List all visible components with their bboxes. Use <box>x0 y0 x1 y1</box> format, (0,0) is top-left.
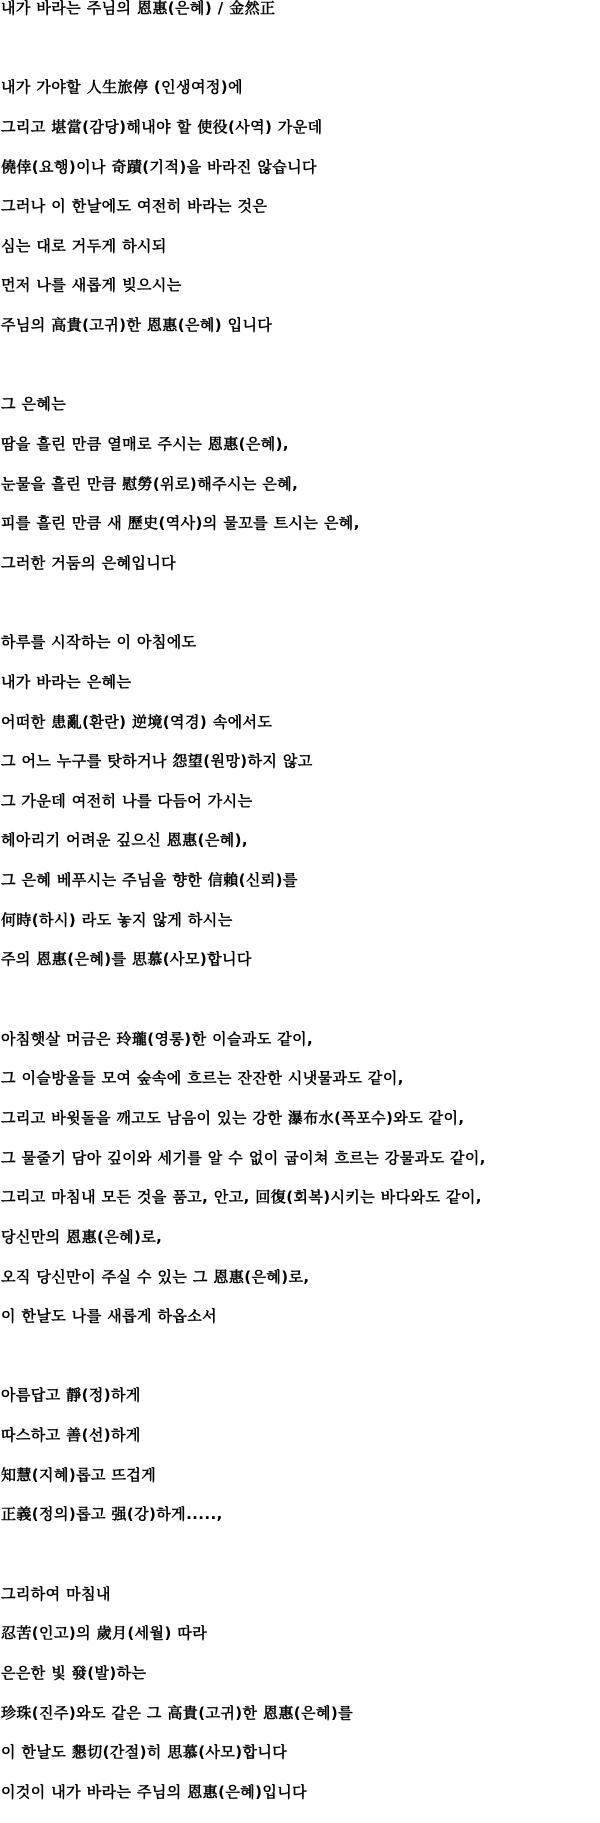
poem-line: 그 은혜 베푸시는 주님을 향한 信賴(신뢰)를 <box>1 871 298 890</box>
poem-line: 이것이 내가 바라는 주님의 恩惠(은혜)입니다 <box>1 1782 308 1801</box>
poem-line: 주님의 高貴(고귀)한 恩惠(은혜) 입니다 <box>1 316 273 335</box>
poem-line: 따스하고 善(선)하게 <box>1 1426 141 1445</box>
poem-line: 正義(정의)롭고 强(강)하게....., <box>1 1505 223 1524</box>
stanza-6 <box>1 1586 600 1823</box>
stanza-break <box>1 40 600 80</box>
poem-line: 이 한날도 나를 새롭게 하옵소서 <box>1 1307 218 1326</box>
poem-line: 그러나 이 한날에도 여전히 바라는 것은 <box>1 197 268 216</box>
poem-line: 눈물을 흘린 만큼 慰勞(위로)해주시는 은혜, <box>1 474 299 493</box>
stanza-2 <box>1 396 600 594</box>
poem-line: 심는 대로 거두게 하시되 <box>1 236 167 255</box>
poem-line: 주의 恩惠(은혜)를 思慕(사모)합니다 <box>1 950 252 969</box>
poem-line: 그 어느 누구를 탓하거나 怨望(원망)하지 않고 <box>1 752 313 771</box>
poem-line: 은은한 빛 發(발)하는 <box>1 1663 147 1682</box>
poem-line: 忍苦(인고)의 歲月(세월) 따라 <box>1 1624 208 1643</box>
poem-line: 그 은혜는 <box>1 395 67 414</box>
stanza-break <box>1 1348 600 1388</box>
stanza-break <box>1 1546 600 1586</box>
poem-line: 何時(하시) 라도 놓지 않게 하시는 <box>1 910 233 929</box>
poem-line: 내가 가야할 人生旅停 (인생여정)에 <box>1 78 243 97</box>
poem-line: 그 이슬방울들 모여 숲속에 흐르는 잔잔한 시냇물과도 같이, <box>1 1069 404 1088</box>
poem-title: 내가 바라는 주님의 恩惠(은혜) / 金然正 <box>1 0 276 17</box>
poem-line: 헤아리기 어려운 깊으신 恩惠(은혜), <box>1 831 248 850</box>
poem-line: 知慧(지혜)롭고 뜨겁게 <box>1 1465 157 1484</box>
poem-line: 그리고 바윗돌을 깨고도 남음이 있는 강한 瀑布水(폭포수)와도 같이, <box>1 1108 465 1127</box>
stanza-break <box>1 991 600 1031</box>
poem-line: 내가 바라는 은혜는 <box>1 672 132 691</box>
stanza-break <box>1 357 600 397</box>
poem-line: 당신만의 恩惠(은혜)로, <box>1 1227 163 1246</box>
poem-line: 먼저 나를 새롭게 빚으시는 <box>1 276 182 295</box>
poem-line: 오직 당신만이 주실 수 있는 그 恩惠(은혜)로, <box>1 1267 310 1286</box>
stanza-4 <box>1 1031 600 1348</box>
poem-line: 어떠한 患亂(환란) 逆境(역경) 속에서도 <box>1 712 273 731</box>
poem-line: 그 물줄기 담아 깊이와 세기를 알 수 없이 굽이쳐 흐르는 강물과도 같이, <box>1 1148 486 1167</box>
poem-line: 피를 흘린 만큼 새 歷史(역사)의 물꼬를 트시는 은혜, <box>1 514 360 533</box>
poem-line: 그리고 堪當(감당)해내야 할 使役(사역) 가운데 <box>1 117 323 136</box>
poem-line: 땀을 흘린 만큼 열매로 주시는 恩惠(은혜), <box>1 435 289 454</box>
poem-line: 하루를 시작하는 이 아침에도 <box>1 633 197 652</box>
poem-line: 그러한 거둠의 은혜입니다 <box>1 553 177 572</box>
poem-line: 珍珠(진주)와도 같은 그 高貴(고귀)한 恩惠(은혜)를 <box>1 1703 353 1722</box>
stanza-3 <box>1 634 600 991</box>
poem-line: 아침햇살 머금은 玲瓏(영롱)한 이슬과도 같이, <box>1 1029 314 1048</box>
poem-line: 그 가운데 여전히 나를 다듬어 가시는 <box>1 791 253 810</box>
poem-line: 그리고 마침내 모든 것을 품고, 안고, 回復(회복)시키는 바다와도 같이, <box>1 1188 482 1207</box>
stanza-5 <box>1 1387 600 1546</box>
poem-line: 그리하여 마침내 <box>1 1584 111 1603</box>
poem-line: 僥倖(요행)이나 奇蹟(기적)을 바라진 않습니다 <box>1 157 317 176</box>
stanza-1 <box>1 79 600 356</box>
poem-line: 아름답고 靜(정)하게 <box>1 1386 141 1405</box>
poem-line: 이 한날도 懇切(간절)히 思慕(사모)합니다 <box>1 1743 288 1762</box>
stanza-break <box>1 595 600 635</box>
